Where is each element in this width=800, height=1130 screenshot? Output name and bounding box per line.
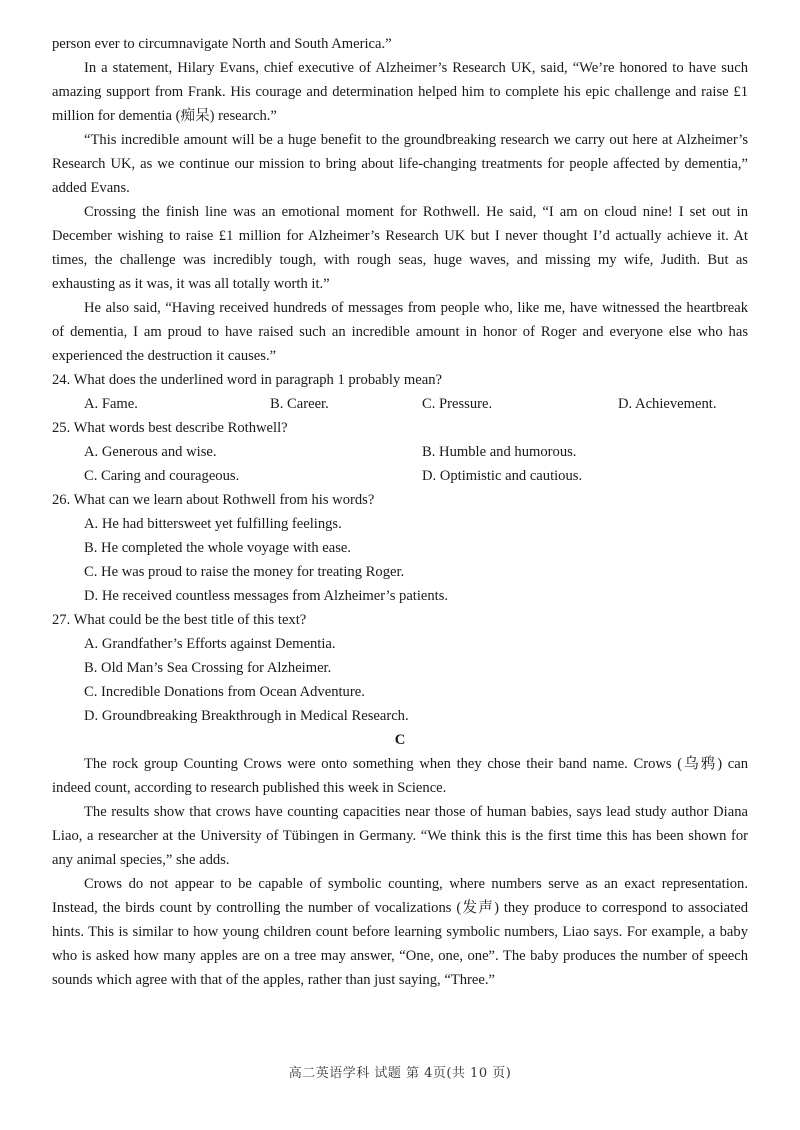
option-d: D. Groundbreaking Breakthrough in Medical Research.: [84, 708, 409, 724]
question-27: [52, 608, 748, 728]
paragraph: Crows do not appear to be capable of symbolic counting, where numbers serve as an exact representation. Instead, the birds count by controlling the number of vocalizations (发声) they produce to correspond to associated hints. This is similar to how young children count before learning symbolic numbers, Liao says. For example, a baby who is asked how many apples are on a tree may answer, “One, one, one”. The baby produces the number of speech sounds which agree with that of the apples, rather than just saying, “Three.”: [52, 876, 748, 988]
paragraph: In a statement, Hilary Evans, chief executive of Alzheimer’s Research UK, said, “We’re honored to have such amazing support from Frank. His courage and determination helped him to complete his epic challenge and raise £1 million for dementia (痴呆) research.”: [52, 60, 748, 124]
option-b: B. Old Man’s Sea Crossing for Alzheimer.: [84, 660, 332, 676]
option-d: D. Achievement.: [618, 396, 717, 412]
question-stem: 24. What does the underlined word in paragraph 1 probably mean?: [52, 372, 442, 388]
paragraph: “This incredible amount will be a huge benefit to the groundbreaking research we carry out here at Alzheimer’s Research UK, as we continue our mission to bring about life-changing treatments for people affected by dementia,” added Evans.: [52, 132, 748, 196]
question-stem: 26. What can we learn about Rothwell from his words?: [52, 492, 375, 508]
paragraph: The rock group Counting Crows were onto something when they chose their band name. Crows (乌鸦) can indeed count, according to research published this week in Science.: [52, 756, 748, 796]
option-b: B. Humble and humorous.: [422, 444, 577, 460]
question-24: [52, 368, 748, 416]
option-c: C. Incredible Donations from Ocean Adventure.: [84, 684, 365, 700]
option-c: C. He was proud to raise the money for treating Roger.: [84, 564, 405, 580]
options-row: [52, 440, 748, 464]
option-a: A. Generous and wise.: [84, 444, 217, 460]
option-a: A. Fame.: [84, 396, 138, 412]
option-b: B. Career.: [270, 396, 329, 412]
option-d: D. Optimistic and cautious.: [422, 468, 583, 484]
paragraph: person ever to circumnavigate North and South America.”: [52, 36, 392, 52]
question-stem: 27. What could be the best title of this text?: [52, 612, 307, 628]
exam-page: [52, 32, 748, 992]
question-stem: 25. What words best describe Rothwell?: [52, 420, 288, 436]
question-26: [52, 488, 748, 608]
paragraph: He also said, “Having received hundreds of messages from people who, like me, have witnessed the heartbreak of dementia, I am proud to have raised such an incredible amount in honor of Roger and everyone else who has experienced the destruction it causes.”: [52, 300, 748, 364]
paragraph: Crossing the finish line was an emotional moment for Rothwell. He said, “I am on cloud nine! I set out in December wishing to raise £1 million for Alzheimer’s Research UK but I never thought I’d actually achieve it. At times, the challenge was incredibly tough, with rough seas, huge waves, and missing my wife, Judith. But as exhausting as it was, it was all totally worth it.”: [52, 204, 748, 292]
option-b: B. He completed the whole voyage with ease.: [84, 540, 352, 556]
option-c: C. Pressure.: [422, 396, 493, 412]
options-row: [52, 464, 748, 488]
paragraph: The results show that crows have counting capacities near those of human babies, says lead study author Diana Liao, a researcher at the University of Tübingen in Germany. “We think this is the first time this has been shown for any animal species,” she adds.: [52, 804, 748, 868]
options-row: [52, 392, 748, 416]
option-c: C. Caring and courageous.: [84, 468, 240, 484]
question-25: [52, 416, 748, 488]
option-a: A. Grandfather’s Efforts against Dementia.: [84, 636, 336, 652]
page-footer: 高二英语学科 试题 第 4页(共 10 页): [288, 1066, 512, 1081]
section-heading: C: [394, 732, 406, 748]
option-d: D. He received countless messages from Alzheimer’s patients.: [84, 588, 449, 604]
option-a: A. He had bittersweet yet fulfilling feelings.: [84, 516, 342, 532]
